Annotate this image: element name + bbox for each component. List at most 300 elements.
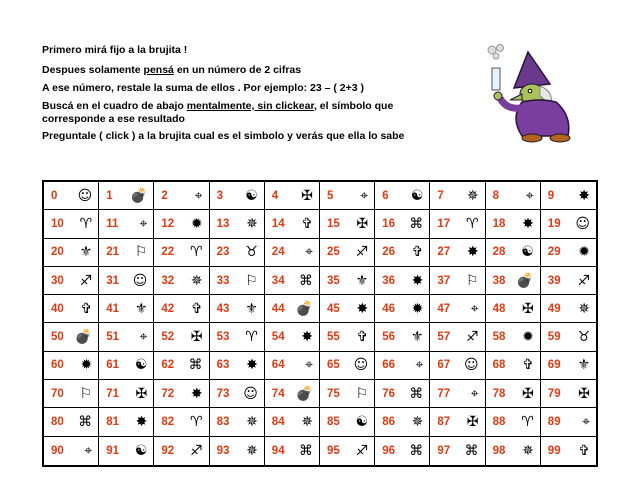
grid-cell [486, 408, 541, 436]
cell-symbol-icon: ♐ [190, 442, 203, 459]
grid-cell [541, 267, 596, 295]
cell-symbol-icon: ✹ [190, 215, 203, 232]
grid-cell [154, 210, 209, 238]
cell-number: 78 [492, 387, 506, 400]
grid-cell [541, 210, 596, 238]
instruction-1: Primero mirá fijo a la brujita ! [42, 44, 188, 56]
cell-number: 71 [106, 387, 119, 400]
cell-number: 79 [547, 387, 561, 400]
cell-number: 54 [271, 331, 285, 344]
cell-symbol-icon: 💣 [516, 272, 534, 289]
cell-number: 10 [51, 217, 64, 230]
cell-symbol-icon: ⌘ [78, 414, 93, 431]
grid-cell [486, 380, 541, 408]
grid-cell [154, 408, 209, 436]
grid-cell [44, 182, 99, 210]
grid-cell [486, 352, 541, 380]
cell-symbol-icon: ✞ [80, 300, 93, 317]
grid-cell [44, 380, 99, 408]
cell-symbol-icon: ✸ [356, 300, 369, 317]
cell-number: 84 [271, 416, 285, 429]
grid-cell [486, 267, 541, 295]
cell-symbol-icon: ⚜ [134, 300, 148, 317]
cell-symbol-icon: ⚐ [245, 272, 258, 289]
cell-number: 91 [106, 444, 119, 457]
cell-number: 7 [437, 189, 444, 202]
grid-cell [154, 380, 209, 408]
instruction-2-post: en un número de 2 cifras [173, 64, 302, 76]
cell-symbol-icon: ✞ [301, 215, 313, 232]
cell-symbol-icon: ✹ [411, 300, 424, 317]
grid-cell [99, 267, 154, 295]
cell-number: 97 [437, 444, 451, 457]
grid-cell [99, 437, 154, 465]
instruction-4-pre: Buscá en el cuadro de abajo [42, 100, 187, 112]
cell-symbol-icon: ✹ [578, 244, 590, 261]
cell-number: 61 [106, 359, 119, 372]
cell-number: 86 [382, 416, 395, 429]
cell-number: 99 [547, 444, 561, 457]
cell-symbol-icon: 💣 [129, 187, 148, 204]
cell-symbol-icon: ⌖ [139, 329, 148, 346]
grid-cell [320, 352, 375, 380]
grid-cell [210, 182, 265, 210]
grid-cell [486, 295, 541, 323]
cell-symbol-icon: ✠ [190, 329, 203, 346]
cell-symbol-icon: ♐ [355, 244, 369, 261]
grid-cell [44, 352, 99, 380]
cell-number: 17 [437, 217, 451, 230]
cell-symbol-icon: ⚜ [577, 357, 590, 374]
cell-number: 16 [382, 217, 395, 230]
cell-symbol-icon: ☯ [245, 187, 258, 204]
grid-cell [375, 323, 430, 351]
grid-cell [430, 295, 485, 323]
cell-symbol-icon: ☺ [575, 215, 590, 232]
cell-symbol-icon: ☺ [353, 357, 369, 374]
grid-cell [375, 408, 430, 436]
grid-cell [265, 267, 320, 295]
cell-symbol-icon: ✹ [522, 329, 534, 346]
cell-symbol-icon: ✠ [522, 385, 534, 402]
cell-number: 96 [382, 444, 395, 457]
instruction-4-post: , el símbolo que corresponde a ese resultado [42, 100, 394, 125]
cell-number: 62 [161, 359, 175, 372]
cell-number: 8 [492, 189, 499, 202]
cell-symbol-icon: ⌘ [409, 385, 424, 402]
cell-symbol-icon: ⌖ [582, 414, 590, 431]
cell-number: 51 [106, 331, 119, 344]
cell-symbol-icon: ⌖ [139, 215, 148, 232]
cell-symbol-icon: ✵ [466, 187, 479, 204]
grid-cell [265, 437, 320, 465]
cell-number: 11 [106, 217, 119, 230]
grid-cell [210, 323, 265, 351]
grid-cell [154, 437, 209, 465]
grid-cell [430, 437, 485, 465]
cell-symbol-icon: ⌘ [188, 357, 203, 374]
witch-icon[interactable] [470, 40, 600, 145]
cell-number: 30 [51, 274, 64, 287]
grid-cell [265, 352, 320, 380]
grid-cell [320, 239, 375, 267]
cell-number: 92 [161, 444, 175, 457]
cell-symbol-icon: ✞ [522, 357, 534, 374]
cell-number: 58 [492, 331, 506, 344]
cell-symbol-icon: ⚜ [410, 329, 424, 346]
cell-symbol-icon: ⚐ [79, 385, 93, 402]
grid-cell [375, 380, 430, 408]
grid-cell [99, 239, 154, 267]
instruction-2-underlined: pensá [143, 64, 174, 76]
cell-number: 38 [492, 274, 506, 287]
cell-symbol-icon: ⌘ [299, 272, 313, 289]
grid-cell [154, 323, 209, 351]
cell-symbol-icon: ⌘ [409, 215, 424, 232]
cell-symbol-icon: ✸ [246, 357, 258, 374]
cell-number: 95 [327, 444, 340, 457]
cell-symbol-icon: 💣 [74, 329, 93, 346]
cell-number: 75 [327, 387, 340, 400]
cell-symbol-icon: ☺ [243, 385, 258, 402]
cell-symbol-icon: ✠ [522, 300, 534, 317]
grid-cell [430, 267, 485, 295]
cell-number: 22 [161, 246, 175, 259]
grid-cell [210, 437, 265, 465]
cell-symbol-icon: ✸ [135, 414, 148, 431]
grid-cell [265, 380, 320, 408]
grid-cell [375, 437, 430, 465]
cell-number: 18 [492, 217, 506, 230]
grid-cell [44, 239, 99, 267]
cell-symbol-icon: ♐ [79, 272, 93, 289]
grid-cell [486, 323, 541, 351]
grid-cell [375, 295, 430, 323]
cell-number: 37 [437, 274, 451, 287]
cell-number: 88 [492, 416, 506, 429]
cell-symbol-icon: ✵ [411, 414, 424, 431]
grid-cell [541, 323, 596, 351]
cell-number: 82 [161, 416, 175, 429]
cell-number: 43 [216, 302, 230, 315]
instruction-5: Preguntale ( click ) a la brujita cual es el simbolo y verás que ella lo sabe [42, 130, 405, 142]
cell-symbol-icon: ☯ [355, 414, 369, 431]
grid-cell [375, 182, 430, 210]
cell-symbol-icon: ♈ [79, 215, 93, 232]
grid-cell [541, 380, 596, 408]
grid-cell [486, 239, 541, 267]
cell-symbol-icon: ✠ [578, 385, 590, 402]
cell-symbol-icon: ✸ [301, 329, 313, 346]
cell-number: 53 [216, 331, 230, 344]
cell-symbol-icon: ✵ [246, 215, 258, 232]
cell-number: 35 [327, 274, 340, 287]
cell-symbol-icon: ✠ [301, 187, 313, 204]
cell-symbol-icon: ♈ [521, 414, 534, 431]
cell-symbol-icon: ☺ [77, 187, 93, 204]
cell-symbol-icon: ☯ [410, 187, 424, 204]
cell-number: 76 [382, 387, 395, 400]
cell-number: 21 [106, 246, 119, 259]
cell-symbol-icon: ⌖ [470, 300, 479, 317]
cell-symbol-icon: ✵ [301, 414, 313, 431]
cell-symbol-icon: ✠ [466, 414, 479, 431]
cell-symbol-icon: ✞ [190, 300, 203, 317]
grid-cell [265, 182, 320, 210]
cell-number: 56 [382, 331, 395, 344]
cell-symbol-icon: ♐ [466, 329, 479, 346]
cell-symbol-icon: ✞ [578, 442, 590, 459]
cell-number: 81 [106, 416, 119, 429]
cell-symbol-icon: ⌖ [194, 187, 203, 204]
grid-cell [541, 437, 596, 465]
cell-number: 36 [382, 274, 395, 287]
cell-number: 50 [51, 331, 64, 344]
cell-number: 69 [547, 359, 561, 372]
cell-number: 44 [271, 302, 285, 315]
cell-number: 27 [437, 246, 451, 259]
grid-cell [541, 295, 596, 323]
cell-number: 59 [547, 331, 561, 344]
cell-number: 90 [51, 444, 64, 457]
cell-symbol-icon: ✵ [246, 414, 258, 431]
cell-number: 48 [492, 302, 506, 315]
grid-cell [210, 295, 265, 323]
cell-symbol-icon: ⌖ [470, 385, 479, 402]
cell-symbol-icon: ☯ [521, 244, 534, 261]
cell-number: 3 [216, 189, 223, 202]
grid-cell [99, 408, 154, 436]
grid-cell [44, 437, 99, 465]
grid-cell [430, 380, 485, 408]
grid-cell [99, 295, 154, 323]
cell-number: 94 [271, 444, 285, 457]
grid-cell [210, 210, 265, 238]
grid-cell [320, 267, 375, 295]
instruction-3: A ese número, restale la suma de ellos . Por ejemplo: 23 – ( 2+3 ) [42, 82, 365, 94]
cell-symbol-icon: ♈ [466, 215, 479, 232]
cell-number: 93 [216, 444, 230, 457]
cell-number: 47 [437, 302, 451, 315]
cell-number: 12 [161, 217, 175, 230]
grid-cell [154, 295, 209, 323]
grid-cell [99, 352, 154, 380]
cell-symbol-icon: ✸ [411, 272, 424, 289]
grid-cell [99, 210, 154, 238]
grid-cell [265, 295, 320, 323]
grid-cell [99, 182, 154, 210]
cell-number: 32 [161, 274, 175, 287]
cell-symbol-icon: ⌖ [305, 357, 313, 374]
cell-symbol-icon: ☺ [132, 272, 148, 289]
cell-symbol-icon: ♐ [577, 272, 590, 289]
cell-number: 1 [106, 189, 113, 202]
grid-cell [265, 408, 320, 436]
grid-cell [320, 295, 375, 323]
grid-cell [320, 437, 375, 465]
symbol-grid [42, 180, 598, 467]
grid-cell [44, 267, 99, 295]
cell-symbol-icon: ⌖ [415, 357, 424, 374]
cell-symbol-icon: ✵ [190, 272, 203, 289]
cell-number: 67 [437, 359, 451, 372]
cell-number: 74 [271, 387, 285, 400]
cell-number: 25 [327, 246, 340, 259]
cell-number: 57 [437, 331, 451, 344]
cell-number: 23 [216, 246, 230, 259]
cell-number: 45 [327, 302, 340, 315]
cell-number: 6 [382, 189, 389, 202]
cell-symbol-icon: ⌖ [305, 244, 313, 261]
grid-cell [265, 239, 320, 267]
cell-symbol-icon: ✸ [466, 244, 479, 261]
cell-symbol-icon: ♈ [245, 329, 258, 346]
cell-number: 73 [216, 387, 230, 400]
grid-cell [44, 210, 99, 238]
cell-number: 63 [216, 359, 230, 372]
cell-symbol-icon: ⌘ [299, 442, 313, 459]
grid-cell [210, 352, 265, 380]
cell-symbol-icon: ✵ [578, 300, 590, 317]
cell-number: 33 [216, 274, 230, 287]
grid-cell [44, 295, 99, 323]
grid-cell [430, 210, 485, 238]
cell-number: 0 [51, 189, 58, 202]
grid-cell [486, 182, 541, 210]
cell-number: 80 [51, 416, 64, 429]
cell-number: 34 [271, 274, 285, 287]
grid-cell [210, 380, 265, 408]
cell-number: 28 [492, 246, 506, 259]
cell-symbol-icon: ♉ [245, 244, 258, 261]
cell-number: 15 [327, 217, 340, 230]
cell-number: 83 [216, 416, 230, 429]
cell-symbol-icon: ✵ [522, 442, 534, 459]
grid-cell [486, 437, 541, 465]
cell-symbol-icon: ✞ [411, 244, 424, 261]
cell-number: 66 [382, 359, 395, 372]
grid-cell [541, 408, 596, 436]
cell-symbol-icon: ⚜ [79, 244, 93, 261]
instruction-2 [42, 64, 301, 77]
cell-number: 4 [271, 189, 279, 202]
grid-cell [541, 182, 596, 210]
cell-number: 89 [547, 416, 561, 429]
cell-symbol-icon: ✠ [356, 215, 369, 232]
cell-number: 20 [51, 246, 64, 259]
grid-cell [541, 239, 596, 267]
cell-symbol-icon: ⚐ [466, 272, 479, 289]
grid-cell [99, 323, 154, 351]
cell-number: 87 [437, 416, 451, 429]
cell-symbol-icon: ⌘ [464, 442, 479, 459]
cell-symbol-icon: ✸ [522, 215, 534, 232]
grid-cell [486, 210, 541, 238]
cell-symbol-icon: ♐ [355, 442, 369, 459]
instruction-2-pre: Despues solamente [42, 64, 144, 76]
cell-number: 9 [547, 189, 555, 202]
cell-symbol-icon: ☯ [134, 357, 148, 374]
grid-cell [430, 323, 485, 351]
grid-cell [44, 408, 99, 436]
grid-cell [430, 408, 485, 436]
grid-cell [99, 380, 154, 408]
cell-number: 42 [161, 302, 175, 315]
grid-cell [320, 182, 375, 210]
cell-number: 55 [327, 331, 340, 344]
cell-number: 64 [271, 359, 285, 372]
cell-number: 77 [437, 387, 451, 400]
cell-symbol-icon: ⚜ [245, 300, 258, 317]
cell-number: 70 [51, 387, 64, 400]
cell-number: 46 [382, 302, 395, 315]
cell-symbol-icon: ♈ [190, 414, 203, 431]
grid-cell [375, 239, 430, 267]
cell-number: 26 [382, 246, 395, 259]
grid-cell [430, 239, 485, 267]
cell-number: 65 [327, 359, 340, 372]
cell-symbol-icon: 💣 [295, 385, 313, 402]
cell-number: 72 [161, 387, 175, 400]
grid-cell [375, 267, 430, 295]
cell-number: 5 [327, 189, 334, 202]
cell-symbol-icon: ⌖ [360, 187, 369, 204]
cell-number: 41 [106, 302, 119, 315]
grid-cell [430, 352, 485, 380]
grid-cell [154, 239, 209, 267]
grid-cell [375, 210, 430, 238]
cell-symbol-icon: ☯ [134, 442, 148, 459]
cell-symbol-icon: ⚐ [134, 244, 148, 261]
cell-number: 24 [271, 246, 285, 259]
cell-symbol-icon: ⚐ [355, 385, 369, 402]
cell-symbol-icon: ✠ [135, 385, 148, 402]
cell-symbol-icon: ♉ [577, 329, 590, 346]
grid-cell [375, 352, 430, 380]
cell-symbol-icon: ⌖ [84, 442, 93, 459]
cell-symbol-icon: ⚜ [355, 272, 369, 289]
grid-cell [44, 323, 99, 351]
cell-number: 49 [547, 302, 561, 315]
cell-number: 60 [51, 359, 64, 372]
cell-number: 31 [106, 274, 119, 287]
cell-symbol-icon: ✸ [190, 385, 203, 402]
cell-number: 68 [492, 359, 506, 372]
grid-cell [320, 408, 375, 436]
cell-number: 2 [161, 189, 168, 202]
cell-number: 19 [547, 217, 561, 230]
instruction-4-underlined: mentalmente, sin clickear [186, 100, 314, 112]
cell-symbol-icon: ✞ [356, 329, 369, 346]
cell-number: 29 [547, 246, 561, 259]
cell-symbol-icon: 💣 [295, 300, 313, 317]
cell-number: 98 [492, 444, 506, 457]
cell-symbol-icon: ⌖ [525, 187, 534, 204]
grid-cell [430, 182, 485, 210]
grid-cell [210, 408, 265, 436]
cell-symbol-icon: ♈ [190, 244, 203, 261]
grid-cell [541, 352, 596, 380]
grid-cell [154, 267, 209, 295]
cell-number: 40 [51, 302, 64, 315]
grid-cell [265, 323, 320, 351]
cell-symbol-icon: ☺ [463, 357, 479, 374]
cell-number: 13 [216, 217, 230, 230]
cell-symbol-icon: ✵ [246, 442, 258, 459]
cell-number: 52 [161, 331, 175, 344]
cell-symbol-icon: ⌘ [409, 442, 424, 459]
cell-symbol-icon: ✹ [80, 357, 93, 374]
